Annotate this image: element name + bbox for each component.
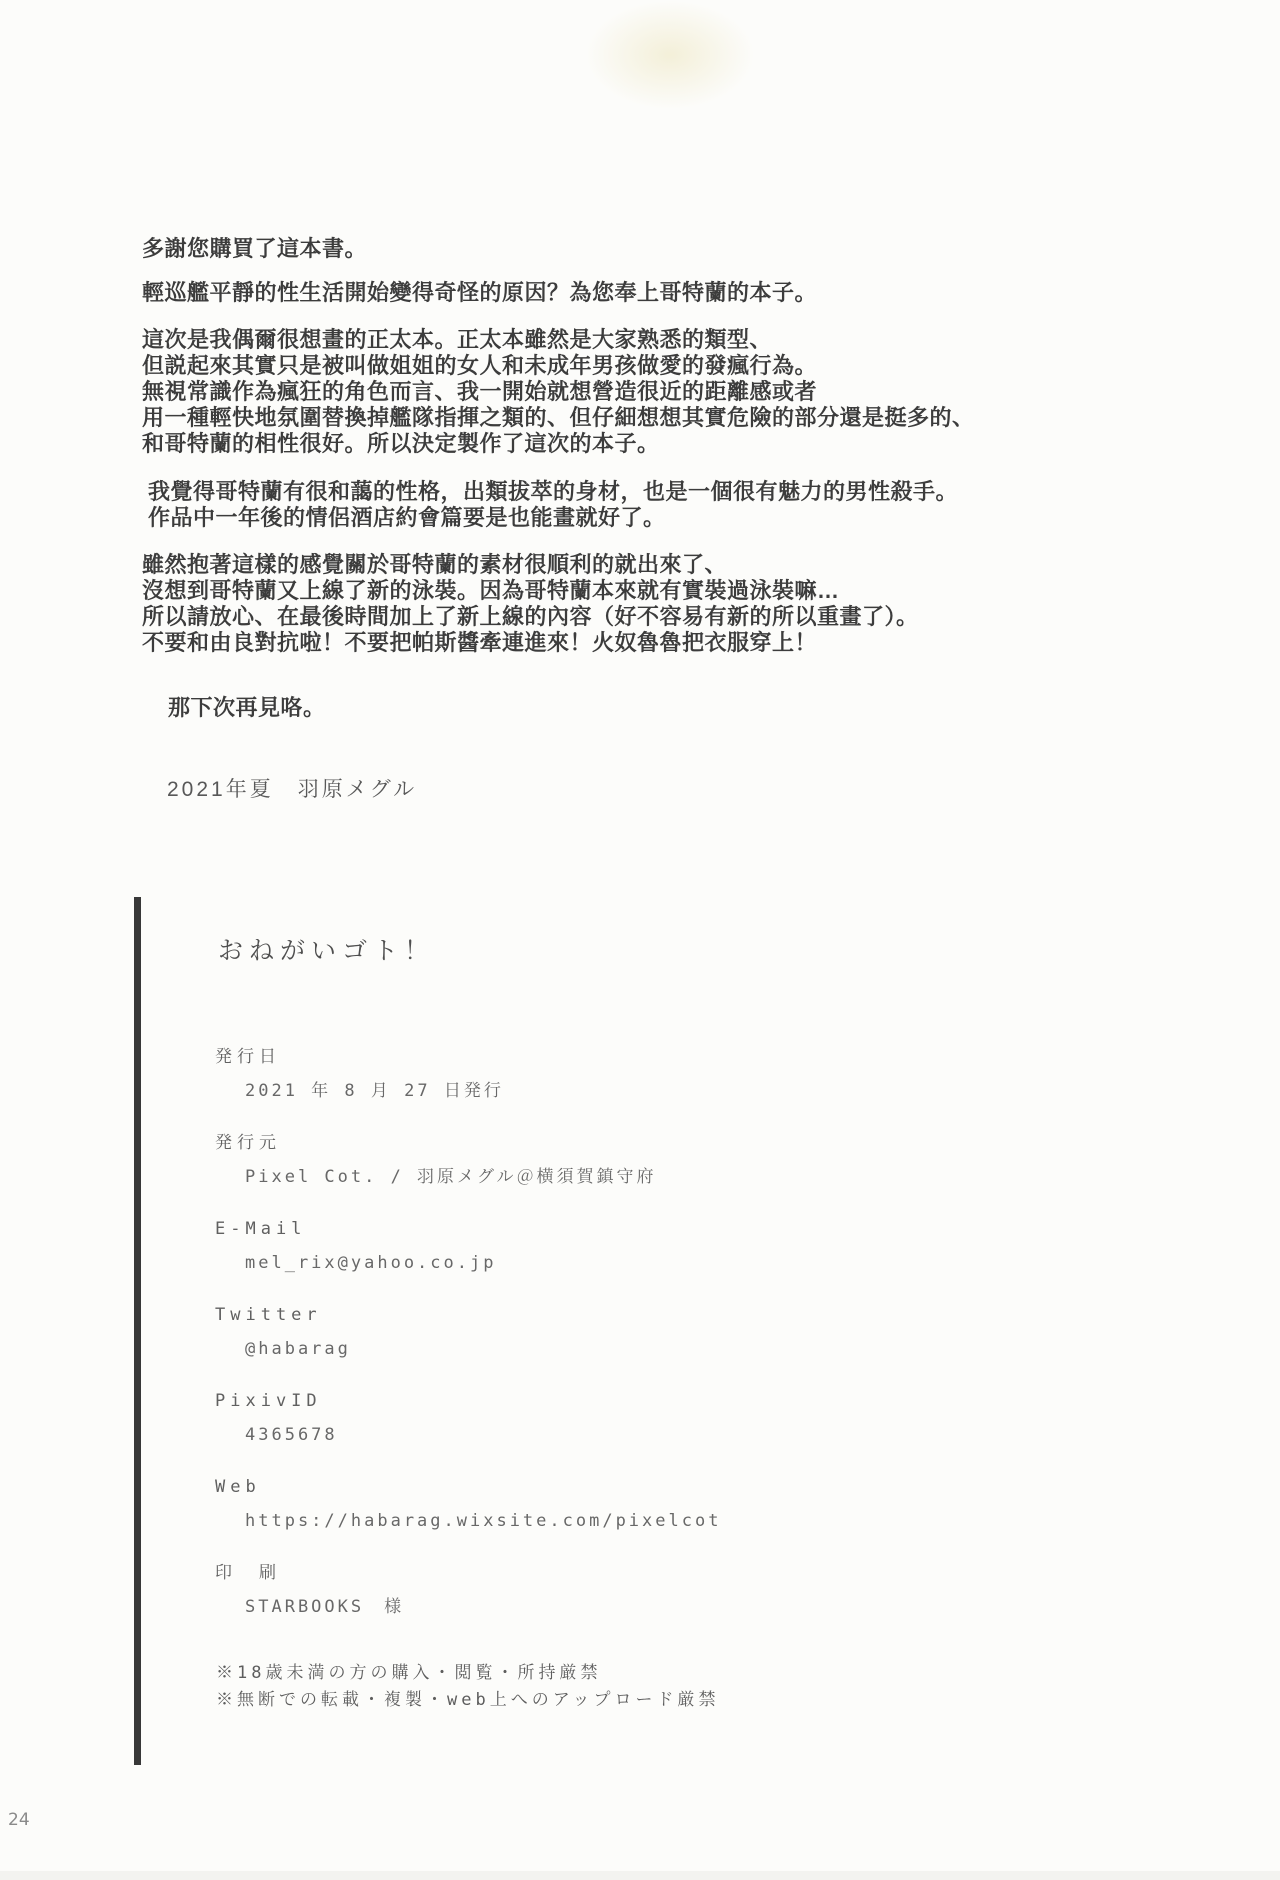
colophon-note: ※無断での転載・複製・web上へのアップロード厳禁 [216, 1690, 720, 1710]
afterword-line: 和哥特蘭的相性很好。所以決定製作了這次的本子。 [142, 431, 660, 456]
afterword-line: 所以請放心、在最後時間加上了新上線的內容（好不容易有新的所以重畫了）。 [142, 604, 919, 629]
colophon-note: ※18歳未満の方の購入・閲覧・所持厳禁 [216, 1663, 602, 1683]
colophon-entry-value: 4365678 [245, 1425, 338, 1445]
colophon-entry-label: E-Mail [215, 1219, 307, 1239]
afterword-line: 雖然抱著這樣的感覺關於哥特蘭的素材很順利的就出來了、 [142, 552, 728, 577]
colophon-entry-label: 発行元 [215, 1133, 281, 1153]
colophon-entry-value: mel_rix@yahoo.co.jp [245, 1253, 497, 1273]
afterword-line: 但説起來其實只是被叫做姐姐的女人和未成年男孩做愛的發瘋行為。 [142, 353, 818, 378]
colophon-entry [215, 1391, 721, 1445]
afterword-closing-line: 那下次再見咯。 [168, 695, 326, 720]
colophon-entry [215, 1477, 721, 1531]
colophon-entry-label: PixivID [215, 1391, 322, 1411]
colophon-entry [215, 1219, 721, 1273]
page-bottom-edge [0, 1871, 1280, 1880]
colophon-entry-value: https://habarag.wixsite.com/pixelcot [245, 1511, 722, 1531]
afterword-line: 無視常識作為瘋狂的角色而言、我一開始就想營造很近的距離感或者 [142, 379, 818, 404]
colophon-entry-label: 発行日 [215, 1047, 281, 1067]
afterword-text [142, 236, 1142, 803]
page-number: 24 [8, 1810, 30, 1830]
paper-stain [585, 0, 755, 110]
colophon-entry [215, 1563, 721, 1617]
afterword-line: 不要和由良對抗啦！不要把帕斯醬牽連進來！火奴魯魯把衣服穿上！ [142, 630, 818, 655]
afterword-line: 我覺得哥特蘭有很和藹的性格，出類拔萃的身材，也是一個很有魅力的男性殺手。 [148, 479, 959, 504]
author-signature: 2021年夏 羽原メグル [167, 778, 418, 801]
colophon-notes [216, 1660, 720, 1714]
afterword-line: 多謝您購買了這本書。 [142, 236, 368, 261]
afterword-line: 這次是我偶爾很想畫的正太本。正太本雖然是大家熟悉的類型、 [142, 327, 773, 352]
colophon-entry-value: 2021 年 8 月 27 日発行 [245, 1081, 504, 1101]
colophon-entry-label: Web [215, 1477, 261, 1497]
colophon-entry-label: Twitter [215, 1305, 322, 1325]
colophon-entry-value: STARBOOKS 様 [245, 1597, 405, 1617]
colophon-vertical-rule [134, 897, 141, 1765]
colophon-entry-value: Pixel Cot. / 羽原メグル＠横須賀鎮守府 [245, 1167, 657, 1187]
colophon-entry-value: @habarag [245, 1339, 351, 1359]
afterword-line: 沒想到哥特蘭又上線了新的泳裝。因為哥特蘭本來就有實裝過泳裝嘛… [142, 578, 840, 603]
afterword-line: 用一種輕快地氛圍替換掉艦隊指揮之類的、但仔細想想其實危險的部分還是挺多的、 [142, 405, 975, 430]
colophon-entry [215, 1305, 721, 1359]
colophon-entry [215, 1133, 721, 1187]
afterword-line: 輕巡艦平靜的性生活開始變得奇怪的原因？為您奉上哥特蘭的本子。 [142, 280, 818, 305]
colophon-entry [215, 1047, 721, 1101]
colophon [215, 1047, 721, 1649]
colophon-title: おねがいゴト！ [218, 936, 436, 965]
afterword-line: 作品中一年後的情侶酒店約會篇要是也能畫就好了。 [148, 505, 666, 530]
colophon-entry-label: 印 刷 [215, 1563, 281, 1583]
